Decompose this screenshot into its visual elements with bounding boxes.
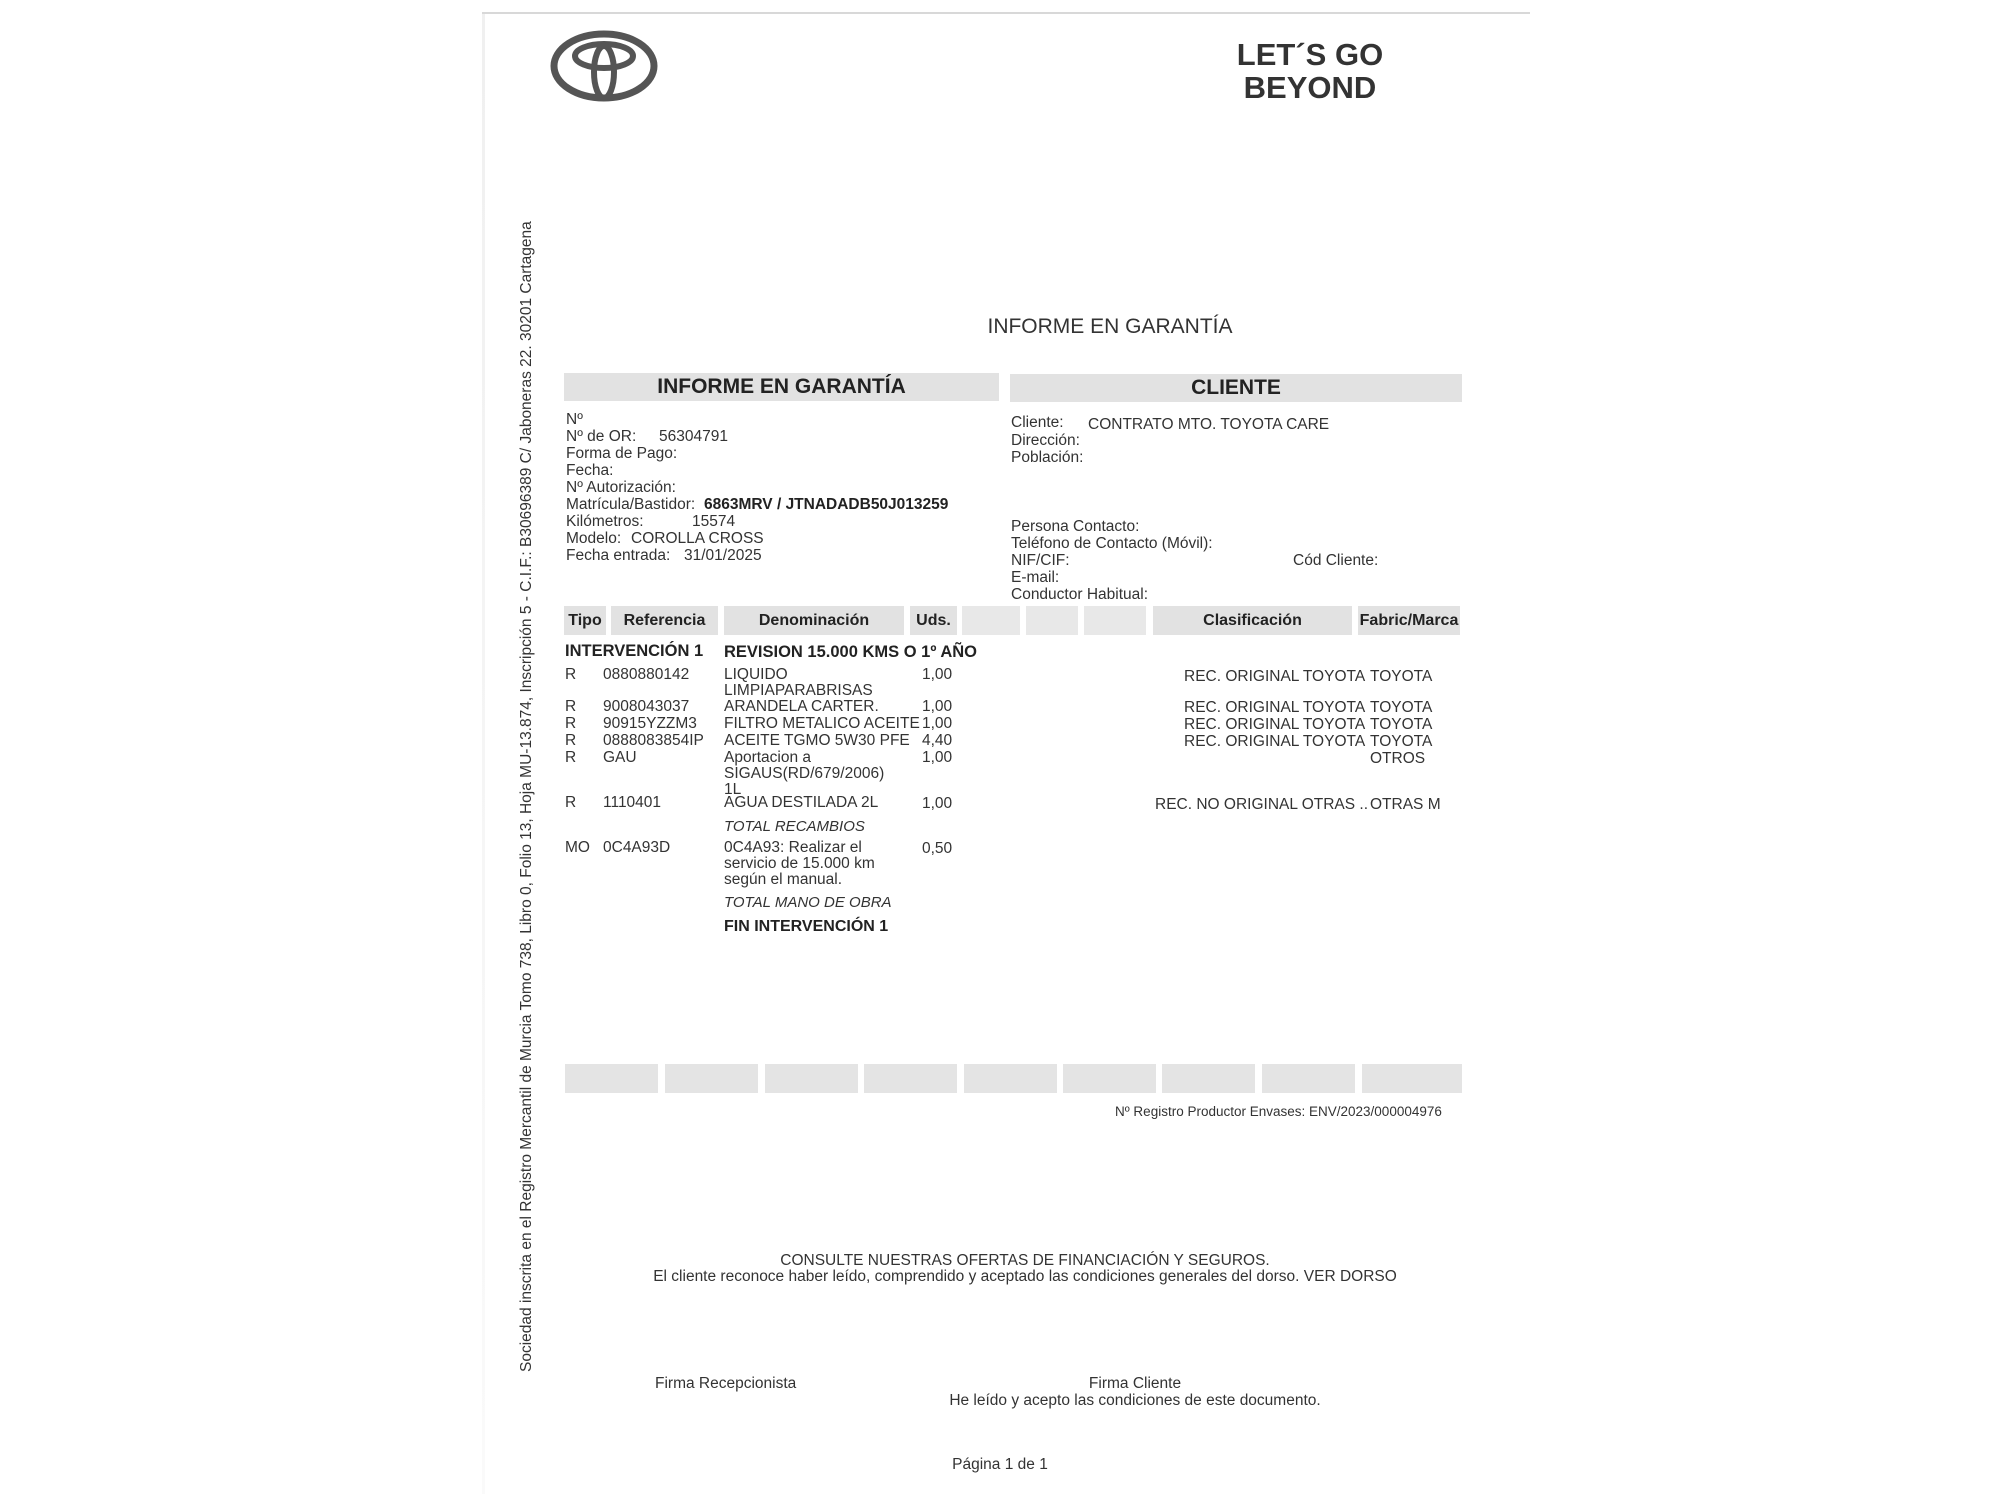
row5-referencia: GAU [603, 749, 637, 766]
row5-uds: 1,00 [922, 749, 953, 766]
total-mano-obra: TOTAL MANO DE OBRA [724, 894, 892, 911]
row2-referencia: 9008043037 [603, 698, 690, 715]
row2-denominacion: ARANDELA CARTER. [724, 698, 879, 715]
col-header-referencia: Referencia [611, 606, 718, 635]
totals-block-7 [1162, 1064, 1255, 1093]
registro-envases: Nº Registro Productor Envases: ENV/2023/000004976 [1115, 1104, 1442, 1119]
field-or-label: Nº de OR: [566, 428, 637, 445]
row3-referencia: 90915YZZM3 [603, 715, 697, 732]
total-recambios: TOTAL RECAMBIOS [724, 818, 865, 835]
totals-block-1 [565, 1064, 658, 1093]
row6-denominacion: AGUA DESTILADA 2L [724, 794, 879, 811]
cliente-value: CONTRATO MTO. TOYOTA CARE [1088, 416, 1330, 433]
row2-uds: 1,00 [922, 698, 953, 715]
field-autorizacion-label: Nº Autorización: [566, 479, 676, 496]
row4-uds: 4,40 [922, 732, 953, 749]
row1-denominacion-1: LIQUIDO [724, 666, 788, 683]
email-label: E-mail: [1011, 569, 1060, 586]
field-modelo-label: Modelo: [566, 530, 622, 547]
scan-top-edge [482, 12, 1530, 14]
totals-block-2 [665, 1064, 758, 1093]
row6-fabric: OTRAS M [1370, 796, 1441, 813]
row2-clasificacion: REC. ORIGINAL TOYOTA [1184, 699, 1366, 716]
mo-tipo: MO [565, 839, 590, 856]
company-registry-sidebar: Sociedad inscrita en el Registro Mercantil de Murcia Tomo 738, Libro 0, Folio 13, Hoja MU-13.874, Inscripción 5 - C.I.F.: B30696389 C/ Jaboneras 22. 30201 Cartagena [518, 221, 535, 1372]
row1-tipo: R [565, 666, 577, 683]
row6-clasificacion: REC. NO ORIGINAL OTRAS .. [1155, 796, 1369, 813]
row6-uds: 1,00 [922, 795, 953, 812]
field-fecha-entrada-value: 31/01/2025 [684, 547, 762, 564]
row4-fabric: TOYOTA [1370, 733, 1433, 750]
row3-denominacion: FILTRO METALICO ACEITE [724, 715, 920, 732]
row4-denominacion: ACEITE TGMO 5W30 PFE [724, 732, 910, 749]
toyota-logo-icon [550, 30, 658, 102]
col-header-uds: Uds. [910, 606, 957, 635]
mo-denominacion-1: 0C4A93: Realizar el [724, 839, 862, 856]
scan-left-edge [482, 14, 485, 1494]
row3-tipo: R [565, 715, 577, 732]
document-title: INFORME EN GARANTÍA [987, 315, 1233, 338]
nif-label: NIF/CIF: [1011, 552, 1070, 569]
intervention-description: REVISION 15.000 KMS O 1º AÑO [724, 643, 977, 661]
totals-block-9 [1362, 1064, 1462, 1093]
totals-block-3 [765, 1064, 858, 1093]
row5-denominacion-1: Aportacion a [724, 749, 812, 766]
mo-denominacion-2: servicio de 15.000 km [724, 855, 875, 872]
row6-tipo: R [565, 794, 577, 811]
slogan-line-2: BEYOND [1243, 70, 1377, 105]
col-header-blank-3 [1084, 606, 1146, 635]
row3-clasificacion: REC. ORIGINAL TOYOTA [1184, 716, 1366, 733]
cliente-label: Cliente: [1011, 414, 1064, 431]
telefono-label: Teléfono de Contacto (Móvil): [1011, 535, 1213, 552]
col-header-tipo: Tipo [564, 606, 606, 635]
row2-fabric: TOYOTA [1370, 699, 1433, 716]
row3-uds: 1,00 [922, 715, 953, 732]
row4-tipo: R [565, 732, 577, 749]
informe-header: INFORME EN GARANTÍA [564, 373, 999, 401]
field-matricula-value: 6863MRV / JTNADADB50J013259 [704, 496, 949, 513]
field-km-value: 15574 [692, 513, 736, 530]
field-modelo-value: COROLLA CROSS [631, 530, 764, 547]
row4-clasificacion: REC. ORIGINAL TOYOTA [1184, 733, 1366, 750]
cliente-header: CLIENTE [1010, 374, 1462, 402]
row4-referencia: 0888083854IP [603, 732, 704, 749]
row4-fabric-2: OTROS [1370, 750, 1426, 767]
intervention-label: INTERVENCIÓN 1 [565, 642, 704, 660]
row1-referencia: 0880880142 [603, 666, 690, 683]
row6-referencia: 1110401 [603, 794, 662, 811]
field-fecha-label: Fecha: [566, 462, 614, 479]
mo-denominacion-3: según el manual. [724, 871, 843, 888]
row5-denominacion-3: 1L [724, 781, 742, 798]
col-header-blank-1 [962, 606, 1020, 635]
col-header-fabric: Fabric/Marca [1358, 606, 1460, 635]
firma-recepcionista: Firma Recepcionista [655, 1375, 797, 1392]
row1-fabric: TOYOTA [1370, 668, 1433, 685]
fin-intervencion: FIN INTERVENCIÓN 1 [724, 918, 889, 935]
row1-uds: 1,00 [922, 666, 953, 683]
poblacion-label: Población: [1011, 449, 1084, 466]
row5-tipo: R [565, 749, 577, 766]
row1-clasificacion: REC. ORIGINAL TOYOTA [1184, 668, 1366, 685]
field-matricula-label: Matrícula/Bastidor: [566, 496, 696, 513]
col-header-denominacion: Denominación [724, 606, 904, 635]
ofertas-text: CONSULTE NUESTRAS OFERTAS DE FINANCIACIÓN Y SEGUROS. [780, 1252, 1270, 1269]
cod-cliente-label: Cód Cliente: [1293, 552, 1379, 569]
persona-contacto-label: Persona Contacto: [1011, 518, 1140, 535]
mo-referencia: 0C4A93D [603, 839, 671, 856]
row1-denominacion-2: LIMPIAPARABRISAS [724, 682, 873, 699]
acepto-text: He leído y acepto las condiciones de este documento. [949, 1392, 1321, 1409]
col-header-blank-2 [1026, 606, 1078, 635]
slogan-line-1: LET´S GO [1236, 37, 1384, 72]
field-pago-label: Forma de Pago: [566, 445, 678, 462]
col-header-clasificacion: Clasificación [1153, 606, 1352, 635]
field-km-label: Kilómetros: [566, 513, 644, 530]
field-fecha-entrada-label: Fecha entrada: [566, 547, 671, 564]
mo-uds: 0,50 [922, 840, 953, 857]
conductor-label: Conductor Habitual: [1011, 586, 1148, 603]
row2-tipo: R [565, 698, 577, 715]
page-number: Página 1 de 1 [952, 1456, 1048, 1473]
totals-block-4 [864, 1064, 957, 1093]
brand-slogan [1180, 38, 1440, 104]
field-or-value: 56304791 [659, 428, 728, 445]
totals-block-8 [1262, 1064, 1355, 1093]
direccion-label: Dirección: [1011, 432, 1080, 449]
totals-block-5 [964, 1064, 1057, 1093]
field-numero-label: Nº [566, 411, 583, 428]
totals-block-6 [1063, 1064, 1156, 1093]
row3-fabric: TOYOTA [1370, 716, 1433, 733]
condiciones-text: El cliente reconoce haber leído, comprendido y aceptado las condiciones generales del dorso. VER DORSO [653, 1268, 1397, 1285]
firma-cliente: Firma Cliente [1088, 1375, 1182, 1392]
row5-denominacion-2: SIGAUS(RD/679/2006) [724, 765, 885, 782]
